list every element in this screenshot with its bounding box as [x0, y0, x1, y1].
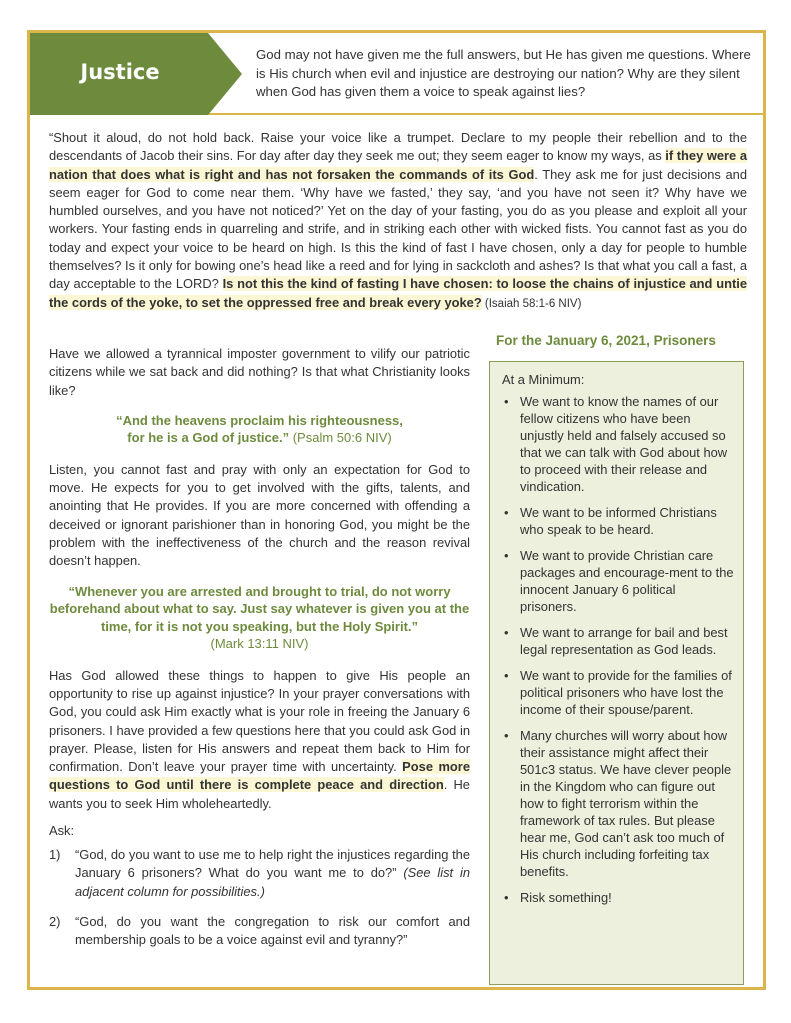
ask-label: Ask:	[49, 823, 75, 839]
pull-quote-mark-text: “Whenever you are arrested and brought to trial, do not worry beforehand about what to say. Just say whatever is given you at the time, for it is not you speaking, but the Holy Spirit.”	[49, 583, 470, 634]
list-item	[502, 667, 735, 718]
ask-item	[49, 913, 470, 950]
list-item-text: We want to arrange for bail and best legal representation as God leads.	[520, 625, 728, 657]
page-frame	[27, 30, 766, 990]
scripture-part1: “Shout it aloud, do not hold back. Raise your voice like a trumpet. Declare to my people their rebellion and to the descendants of Jacob their sins. For day after day they seek me out; they seem eager to know my ways, as	[49, 130, 747, 164]
ask-item-text: “God, do you want the congregation to risk our comfort and membership goals to be a voice against evil and tyranny?”	[75, 913, 470, 948]
list-item	[502, 504, 735, 538]
scripture-highlight-1: if they were a nation that does what is right and has not forsaken the commands of its God	[49, 148, 747, 182]
pull-quote-mark-ref: (Mark 13:11 NIV)	[210, 636, 309, 652]
ask-item-number: 1)	[49, 847, 61, 863]
intro-text: God may not have given me the full answers, but He has given me questions. Where is His church when evil and injustice are destroying our nation? Why are they silent when God has given them a voice to speak against lies?	[256, 47, 751, 99]
list-item-text: Many churches will worry about how their assistance might affect their 501c3 status. We have clever people in the Kingdom who can figure out how to fight terrorism within the framework of tax rules. But please hear me, God can’t ask too much of His church including forfeiting tax benefits.	[520, 728, 732, 879]
paragraph-3-highlight: Pose more questions to God until there is complete peace and direction	[49, 759, 470, 793]
scripture-block	[49, 129, 747, 313]
pull-quote-mark	[49, 583, 470, 653]
list-item	[502, 624, 735, 658]
bullet-icon: •	[504, 728, 509, 743]
bullet-icon: •	[504, 668, 509, 683]
paragraph-3-part2: . He wants you to seek Him wholeheartedly.	[49, 777, 470, 811]
pull-quote-line-1: “And the heavens proclaim his righteousness,	[116, 412, 403, 428]
list-item-text: We want to provide Christian care packages and encourage-ment to the innocent January 6 political prisoners.	[520, 548, 734, 614]
list-item	[502, 547, 735, 615]
bullet-icon: •	[504, 625, 509, 640]
bullet-icon: •	[504, 890, 509, 905]
ask-item-number: 2)	[49, 913, 61, 929]
sidebar-list	[502, 393, 735, 906]
paragraph-3	[49, 667, 470, 813]
scripture-part2: . They ask me for just decisions and seem eager for God to come near them. ‘Why have we fasted,’ they say, ‘and you have not seen it? Why have we humbled ourselves, and you have not noticed?’ Yet on the day of your fasting, you do as you please and exploit all your workers. Your fasting ends in quarreling and strife, and in striking each other with wicked fists. You cannot fast as you do today and expect your voice to be heard on high. Is this the kind of fast I have chosen, only a day for people to humble themselves? Is it only for bowing one’s head like a reed and for lying in sackcloth and ashes? Is that what you call a fast, a day acceptable to the LORD?	[49, 166, 747, 292]
paragraph-2: Listen, you cannot fast and pray with only an expectation for God to move. He expects for you to get involved with the gifts, talents, and anointing that He provides. If you are more concerned with offending a deceived or ignorant parishioner than in honoring God, you might be the problem with the ineffectiveness of the church and the reason revival doesn’t happen.	[49, 461, 470, 569]
paragraph-3-part1: Has God allowed these things to happen to give His people an opportunity to rise up against injustice? In your prayer conversations with God, you could ask Him exactly what is your role in freeing the January 6 prisoners. I have provided a few questions here that you could ask God in prayer. Please, listen for His answers and repeat them back to Him for confirmation. Don’t leave your prayer time with uncertainty.	[49, 667, 470, 775]
pull-quote-line-2: for he is a God of justice.”	[127, 430, 290, 446]
sidebar-box-label: At a Minimum:	[502, 372, 585, 387]
ask-item-text: “God, do you want to use me to help right the injustices regarding the January 6 prisoners? What do you want me to do?”	[75, 847, 470, 881]
list-item	[502, 727, 735, 880]
bullet-icon: •	[504, 505, 509, 520]
ask-list	[49, 846, 470, 949]
list-item	[502, 889, 735, 906]
page-title: Justice	[80, 60, 160, 84]
list-item-text: We want to know the names of our fellow citizens who have been unjustly held and falsely accused so that we can talk with God about how to proceed with their release and vindication.	[520, 394, 728, 494]
scripture-highlight-2: Is not this the kind of fasting I have chosen: to loose the chains of injustice and untie the cords of the yoke, to set the oppressed free and break every yoke?	[49, 276, 747, 310]
pull-quote-psalm	[49, 412, 470, 447]
sidebar-title: For the January 6, 2021, Prisoners	[496, 333, 716, 348]
list-item	[502, 393, 735, 495]
pull-quote-ref: (Psalm 50:6 NIV)	[289, 430, 392, 446]
header	[30, 33, 763, 115]
sidebar-box	[489, 361, 744, 985]
list-item-text: Risk something!	[520, 890, 612, 905]
left-column	[49, 345, 470, 962]
scripture-reference: (Isaiah 58:1-6 NIV)	[481, 297, 582, 310]
ask-item	[49, 846, 470, 901]
list-item-text: We want to provide for the families of political prisoners who have lost the income of their spouse/parent.	[520, 668, 732, 717]
paragraph-1: Have we allowed a tyrannical imposter government to vilify our patriotic citizens while we sat back and did nothing? Is that what Christianity looks like?	[49, 346, 470, 398]
scripture-quote	[49, 129, 747, 313]
bullet-icon: •	[504, 548, 509, 563]
bullet-icon: •	[504, 394, 509, 409]
list-item-text: We want to be informed Christians who speak to be heard.	[520, 505, 717, 537]
ask-item-note: (See list in adjacent column for possibilities.)	[75, 865, 470, 899]
